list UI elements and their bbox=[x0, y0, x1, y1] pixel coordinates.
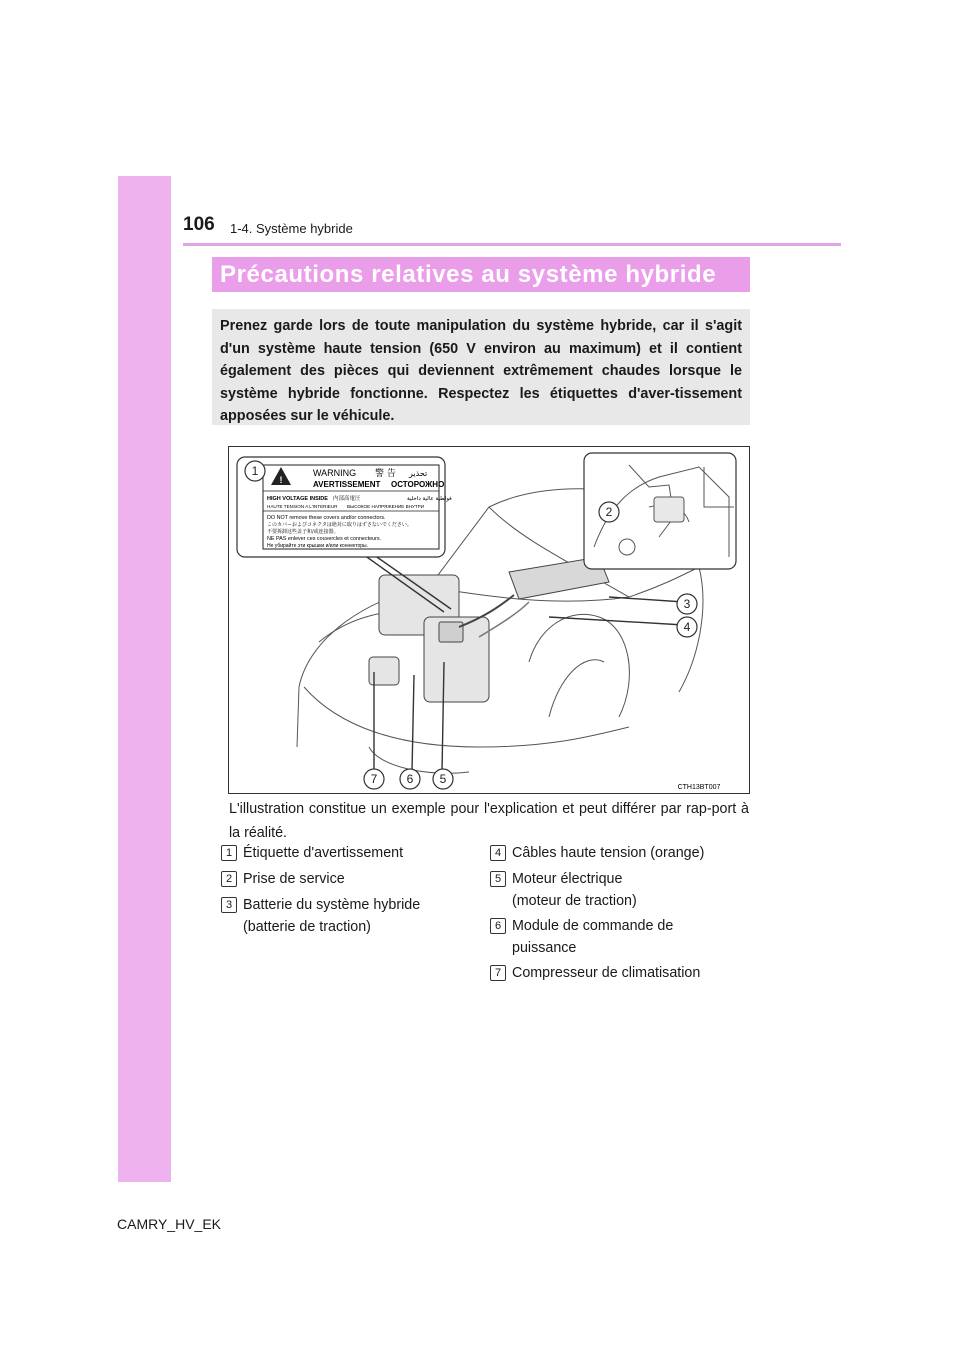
callout-5-label: 5 bbox=[439, 772, 447, 786]
label-hv-fr: HAUTE TENSION A L'INTERIEUR bbox=[267, 504, 338, 509]
callout-1-label: 1 bbox=[251, 464, 259, 478]
legend-text-6: Module de commande de bbox=[512, 918, 674, 934]
chapter-sidebar bbox=[118, 176, 171, 1182]
label-warning-ar: تحذير bbox=[409, 469, 428, 478]
legend-text-3b: (batterie de traction) bbox=[243, 919, 371, 935]
label-avertissement: AVERTISSEMENT bbox=[313, 480, 381, 489]
legend-num-3: 3 bbox=[221, 897, 237, 913]
callout-4-label: 4 bbox=[683, 620, 691, 634]
hybrid-system-illustration bbox=[228, 446, 750, 794]
label-hv-jp: 内部高電圧 bbox=[333, 496, 361, 502]
legend-text-4: Câbles haute tension (orange) bbox=[512, 845, 705, 861]
label-ostorozhno: ОСТОРОЖНО bbox=[391, 480, 445, 489]
legend-text-5b: (moteur de traction) bbox=[512, 893, 637, 909]
label-hv-ar: فولطية عالية داخلية bbox=[407, 496, 452, 502]
label-line4: NE PAS enlever ces couvercles et connecteurs. bbox=[267, 536, 382, 542]
legend-num-7: 7 bbox=[490, 965, 506, 981]
label-line5: Не убирайте эти крышки и/или коннекторы. bbox=[267, 543, 369, 549]
label-line3: 不要拆卸这些盖子和/或连接器。 bbox=[267, 529, 339, 535]
legend-text-3: Batterie du système hybride bbox=[243, 897, 421, 913]
callout-2-label: 2 bbox=[605, 505, 613, 519]
legend-num-5: 5 bbox=[490, 871, 506, 887]
svg-text:!: ! bbox=[279, 475, 283, 485]
label-warning-jp: 警 告 bbox=[375, 469, 396, 479]
label-hv-ru: ВЫСОКОЕ НАПРЯЖЕНИЕ ВНУТРИ bbox=[347, 504, 425, 509]
legend-num-4: 4 bbox=[490, 845, 506, 861]
car-illustration bbox=[229, 447, 749, 793]
callout-3-label: 3 bbox=[683, 597, 691, 611]
page-number: 106 bbox=[183, 214, 215, 235]
figure-caption: L'illustration constitue un exemple pour l'explication et peut différer par rap-port à la réalité. bbox=[229, 801, 749, 841]
callout-6-label: 6 bbox=[406, 772, 414, 786]
legend-text-1: Étiquette d'avertissement bbox=[243, 845, 404, 861]
legend-num-6: 6 bbox=[490, 918, 506, 934]
footer-model-code: CAMRY_HV_EK bbox=[117, 1216, 222, 1232]
label-line1: DO NOT remove these covers and/or connectors. bbox=[267, 515, 386, 521]
label-line2: このカバーおよびコネクタは絶対に取りはずさないでください。 bbox=[267, 522, 412, 528]
header-rule bbox=[183, 243, 841, 246]
legend-text-2: Prise de service bbox=[243, 871, 345, 887]
legend-num-2: 2 bbox=[221, 871, 237, 887]
label-hv-inside: HIGH VOLTAGE INSIDE bbox=[267, 496, 328, 502]
legend-text-6b: puissance bbox=[512, 940, 577, 956]
legend-text-5: Moteur électrique bbox=[512, 871, 623, 887]
intro-box: Prenez garde lors de toute manipulation du système hybride, car il s'agit d'un système haute tension (650 V environ au maximum) et il contient également des pièces qui deviennent extrêmement chaudes lorsque le système hybride fonctionne. Respectez les étiquettes d'aver-tissement apposées sur le véhicule. bbox=[212, 309, 750, 425]
legend-text-7: Compresseur de climatisation bbox=[512, 965, 701, 981]
legend-num-1: 1 bbox=[221, 845, 237, 861]
page-title: Précautions relatives au système hybride bbox=[212, 257, 750, 292]
label-warning: WARNING bbox=[313, 468, 357, 478]
section-header: 1-4. Système hybride bbox=[230, 221, 353, 236]
figure-code: CTH13BT007 bbox=[677, 784, 721, 791]
callout-7-label: 7 bbox=[370, 772, 378, 786]
